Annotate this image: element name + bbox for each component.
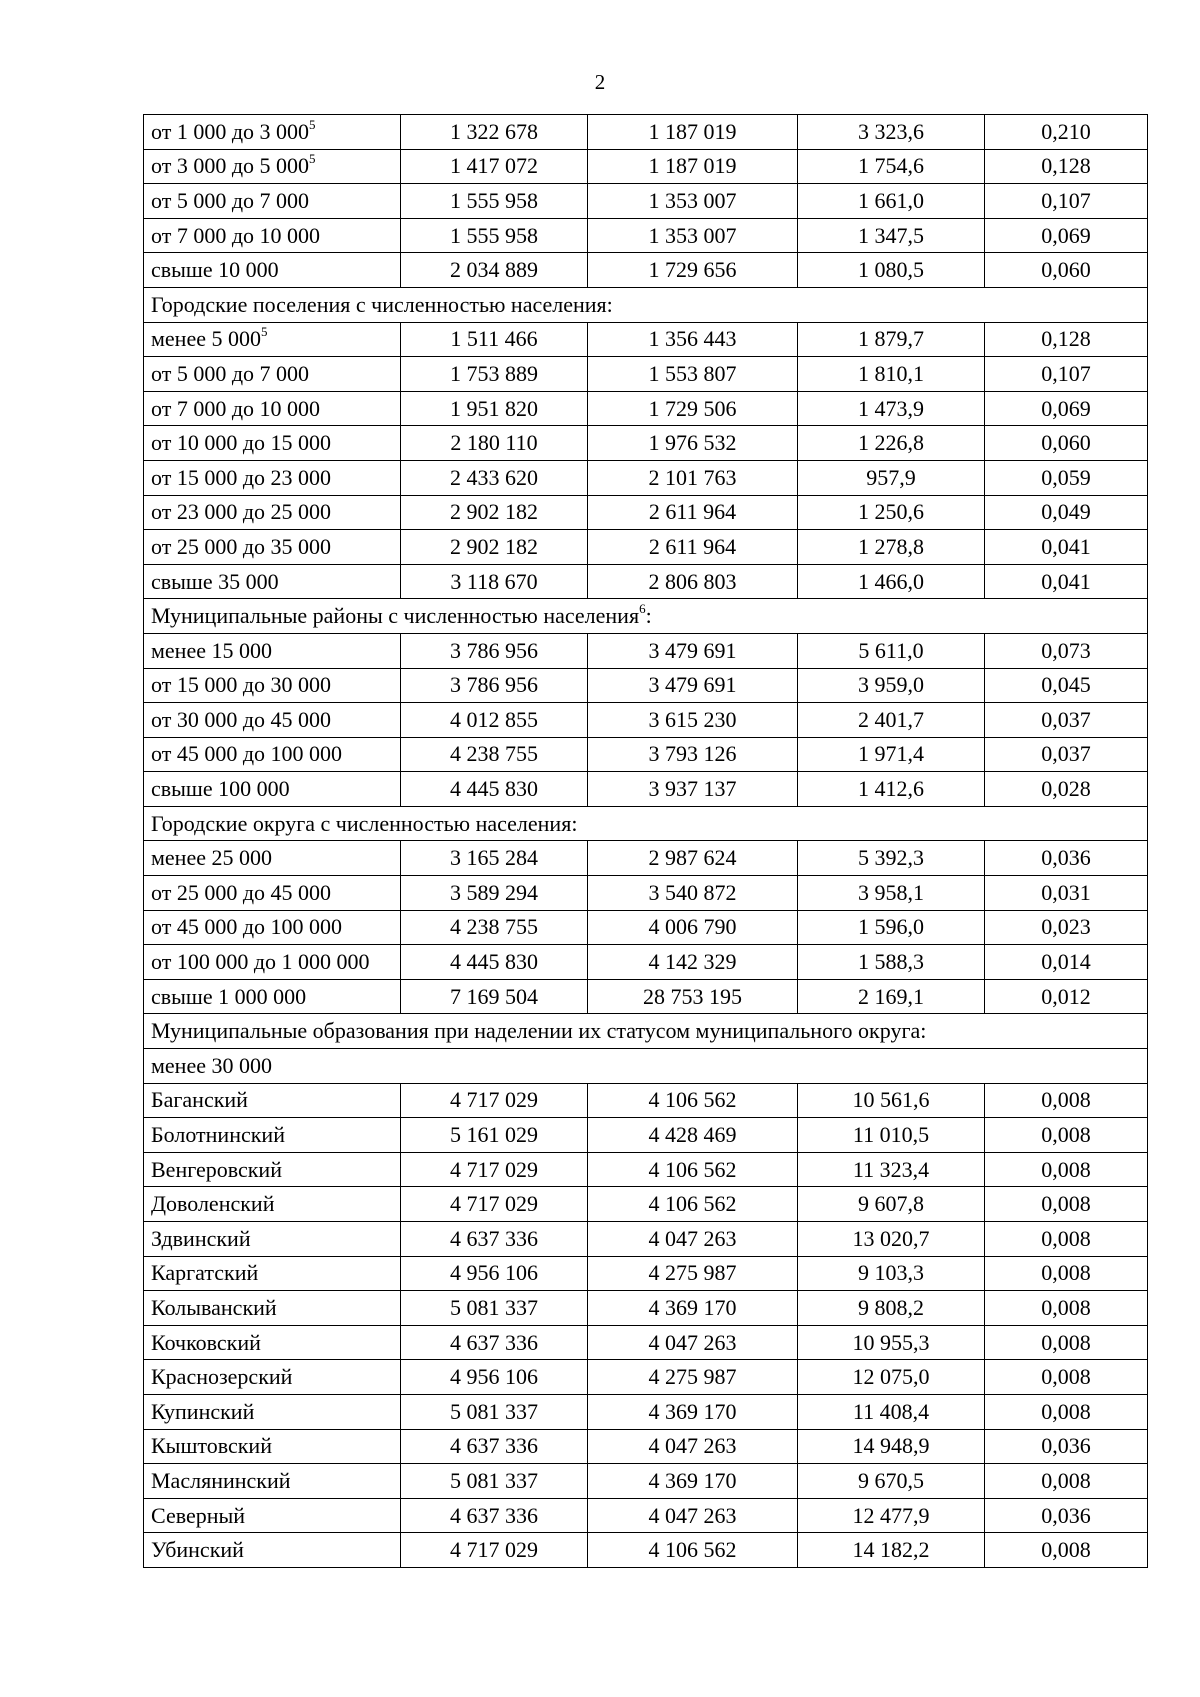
value-cell-col3: 4 047 263 — [588, 1222, 798, 1257]
row-label-cell — [144, 1533, 401, 1568]
value-cell-col3: 2 611 964 — [588, 530, 798, 565]
table-row — [144, 633, 1148, 668]
row-label: от 23 000 до 25 000 — [151, 499, 332, 525]
row-label: менее 25 000 — [151, 845, 272, 871]
row-label: Каргатский — [151, 1260, 259, 1286]
value-cell-col5: 0,012 — [985, 979, 1148, 1014]
section-header — [144, 806, 1148, 841]
value-cell-col3: 4 369 170 — [588, 1291, 798, 1326]
value-cell-col3: 4 006 790 — [588, 910, 798, 945]
value-cell-col4: 3 959,0 — [798, 668, 985, 703]
row-label-cell — [144, 1118, 401, 1153]
table-row — [144, 945, 1148, 980]
value-cell-col5: 0,008 — [985, 1187, 1148, 1222]
value-cell-col2: 1 555 958 — [401, 218, 588, 253]
row-label: Баганский — [151, 1087, 248, 1113]
row-label-cell — [144, 876, 401, 911]
section-header-label: Муниципальные районы с численностью населения — [151, 603, 640, 629]
value-cell-col3: 4 106 562 — [588, 1187, 798, 1222]
value-cell-col5: 0,031 — [985, 876, 1148, 911]
value-cell-col3: 1 356 443 — [588, 322, 798, 357]
value-cell-col5: 0,069 — [985, 218, 1148, 253]
value-cell-col4: 10 955,3 — [798, 1325, 985, 1360]
row-label-cell — [144, 841, 401, 876]
value-cell-col2: 1 555 958 — [401, 184, 588, 219]
value-cell-col5: 0,037 — [985, 703, 1148, 738]
section-header-row — [144, 806, 1148, 841]
value-cell-col2: 2 902 182 — [401, 530, 588, 565]
value-cell-col4: 1 226,8 — [798, 426, 985, 461]
row-label: Болотнинский — [151, 1122, 285, 1148]
table-row — [144, 1429, 1148, 1464]
row-label: Колыванский — [151, 1294, 277, 1320]
value-cell-col5: 0,008 — [985, 1222, 1148, 1257]
value-cell-col4: 3 323,6 — [798, 115, 985, 150]
value-cell-col4: 11 408,4 — [798, 1394, 985, 1429]
value-cell-col2: 4 637 336 — [401, 1429, 588, 1464]
row-label: от 25 000 до 45 000 — [151, 879, 332, 905]
value-cell-col5: 0,008 — [985, 1360, 1148, 1395]
table-row — [144, 1464, 1148, 1499]
table-row — [144, 1533, 1148, 1568]
value-cell-col3: 2 806 803 — [588, 564, 798, 599]
value-cell-col5: 0,128 — [985, 149, 1148, 184]
value-cell-col4: 12 477,9 — [798, 1498, 985, 1533]
value-cell-col2: 3 786 956 — [401, 668, 588, 703]
table-row — [144, 737, 1148, 772]
value-cell-col2: 4 956 106 — [401, 1256, 588, 1291]
row-label-cell — [144, 149, 401, 184]
value-cell-col2: 3 786 956 — [401, 633, 588, 668]
value-cell-col5: 0,107 — [985, 184, 1148, 219]
value-cell-col5: 0,041 — [985, 530, 1148, 565]
value-cell-col4: 2 169,1 — [798, 979, 985, 1014]
row-label-cell — [144, 564, 401, 599]
value-cell-col2: 4 637 336 — [401, 1498, 588, 1533]
table-row — [144, 495, 1148, 530]
value-cell-col3: 4 275 987 — [588, 1256, 798, 1291]
section-header-row — [144, 1049, 1148, 1084]
value-cell-col3: 3 793 126 — [588, 737, 798, 772]
value-cell-col2: 2 902 182 — [401, 495, 588, 530]
value-cell-col3: 3 479 691 — [588, 633, 798, 668]
value-cell-col5: 0,008 — [985, 1325, 1148, 1360]
section-header-label: Муниципальные образования при наделении их статусом муниципального округа: — [151, 1018, 927, 1044]
value-cell-col4: 13 020,7 — [798, 1222, 985, 1257]
row-label: Здвинский — [151, 1225, 251, 1251]
value-cell-col2: 4 717 029 — [401, 1083, 588, 1118]
table-row — [144, 149, 1148, 184]
value-cell-col4: 11 010,5 — [798, 1118, 985, 1153]
value-cell-col2: 4 238 755 — [401, 910, 588, 945]
value-cell-col2: 1 753 889 — [401, 357, 588, 392]
value-cell-col2: 4 717 029 — [401, 1187, 588, 1222]
row-label: от 45 000 до 100 000 — [151, 741, 343, 767]
table-row — [144, 1187, 1148, 1222]
footnote-marker: 5 — [309, 116, 316, 132]
value-cell-col3: 4 369 170 — [588, 1464, 798, 1499]
section-header — [144, 599, 1148, 634]
value-cell-col2: 1 951 820 — [401, 391, 588, 426]
table-row — [144, 772, 1148, 807]
table-row — [144, 1325, 1148, 1360]
row-label-cell — [144, 530, 401, 565]
section-header-row — [144, 287, 1148, 322]
value-cell-col2: 4 012 855 — [401, 703, 588, 738]
value-cell-col4: 1 810,1 — [798, 357, 985, 392]
value-cell-col3: 1 976 532 — [588, 426, 798, 461]
row-label-cell — [144, 322, 401, 357]
value-cell-col3: 1 553 807 — [588, 357, 798, 392]
row-label-cell — [144, 737, 401, 772]
section-header-row — [144, 1014, 1148, 1049]
row-label: свыше 35 000 — [151, 568, 279, 594]
value-cell-col4: 957,9 — [798, 460, 985, 495]
value-cell-col2: 5 161 029 — [401, 1118, 588, 1153]
value-cell-col5: 0,045 — [985, 668, 1148, 703]
value-cell-col4: 1 347,5 — [798, 218, 985, 253]
value-cell-col2: 5 081 337 — [401, 1394, 588, 1429]
value-cell-col5: 0,008 — [985, 1464, 1148, 1499]
value-cell-col2: 2 433 620 — [401, 460, 588, 495]
section-header-suffix: : — [645, 603, 652, 629]
section-header — [144, 1014, 1148, 1049]
value-cell-col3: 1 187 019 — [588, 149, 798, 184]
row-label-cell — [144, 115, 401, 150]
value-cell-col4: 1 596,0 — [798, 910, 985, 945]
value-cell-col4: 9 607,8 — [798, 1187, 985, 1222]
value-cell-col3: 4 142 329 — [588, 945, 798, 980]
value-cell-col5: 0,008 — [985, 1394, 1148, 1429]
value-cell-col4: 1 879,7 — [798, 322, 985, 357]
value-cell-col5: 0,008 — [985, 1533, 1148, 1568]
value-cell-col3: 4 275 987 — [588, 1360, 798, 1395]
table-row — [144, 1498, 1148, 1533]
value-cell-col3: 4 106 562 — [588, 1152, 798, 1187]
row-label-cell — [144, 357, 401, 392]
row-label: от 45 000 до 100 000 — [151, 914, 343, 940]
row-label: от 10 000 до 15 000 — [151, 430, 332, 456]
row-label: от 15 000 до 23 000 — [151, 464, 332, 490]
value-cell-col4: 1 971,4 — [798, 737, 985, 772]
value-cell-col5: 0,008 — [985, 1256, 1148, 1291]
value-cell-col2: 4 637 336 — [401, 1222, 588, 1257]
row-label-cell — [144, 426, 401, 461]
row-label-cell — [144, 1464, 401, 1499]
value-cell-col2: 1 511 466 — [401, 322, 588, 357]
row-label: от 5 000 до 7 000 — [151, 360, 310, 386]
section-header-label: менее 30 000 — [151, 1052, 272, 1078]
value-cell-col4: 11 323,4 — [798, 1152, 985, 1187]
value-cell-col5: 0,008 — [985, 1152, 1148, 1187]
table-row — [144, 184, 1148, 219]
value-cell-col4: 1 412,6 — [798, 772, 985, 807]
table-row — [144, 564, 1148, 599]
value-cell-col4: 2 401,7 — [798, 703, 985, 738]
row-label-cell — [144, 1325, 401, 1360]
value-cell-col5: 0,059 — [985, 460, 1148, 495]
value-cell-col5: 0,069 — [985, 391, 1148, 426]
value-cell-col3: 2 987 624 — [588, 841, 798, 876]
value-cell-col4: 9 103,3 — [798, 1256, 985, 1291]
value-cell-col5: 0,107 — [985, 357, 1148, 392]
table-row — [144, 1256, 1148, 1291]
table-row — [144, 910, 1148, 945]
row-label: менее 5 000 — [151, 326, 261, 352]
table-row — [144, 426, 1148, 461]
value-cell-col3: 4 369 170 — [588, 1394, 798, 1429]
row-label: менее 15 000 — [151, 637, 272, 663]
value-cell-col3: 1 187 019 — [588, 115, 798, 150]
data-table — [143, 114, 1148, 1568]
value-cell-col5: 0,073 — [985, 633, 1148, 668]
value-cell-col3: 28 753 195 — [588, 979, 798, 1014]
row-label: Кочковский — [151, 1329, 261, 1355]
table-row — [144, 1394, 1148, 1429]
table-row — [144, 703, 1148, 738]
value-cell-col4: 1 588,3 — [798, 945, 985, 980]
value-cell-col4: 9 808,2 — [798, 1291, 985, 1326]
row-label: от 3 000 до 5 000 — [151, 153, 310, 179]
value-cell-col4: 1 473,9 — [798, 391, 985, 426]
table-row — [144, 1152, 1148, 1187]
value-cell-col5: 0,028 — [985, 772, 1148, 807]
row-label: от 7 000 до 10 000 — [151, 395, 321, 421]
value-cell-col3: 4 106 562 — [588, 1083, 798, 1118]
row-label-cell — [144, 1256, 401, 1291]
footnote-marker: 6 — [639, 601, 646, 617]
row-label-cell — [144, 391, 401, 426]
value-cell-col4: 14 182,2 — [798, 1533, 985, 1568]
table-row — [144, 357, 1148, 392]
row-label: Северный — [151, 1502, 246, 1528]
row-label-cell — [144, 460, 401, 495]
table-row — [144, 1083, 1148, 1118]
row-label: от 5 000 до 7 000 — [151, 187, 310, 213]
value-cell-col2: 1 322 678 — [401, 115, 588, 150]
value-cell-col5: 0,210 — [985, 115, 1148, 150]
value-cell-col4: 1 080,5 — [798, 253, 985, 288]
value-cell-col4: 5 392,3 — [798, 841, 985, 876]
value-cell-col4: 1 466,0 — [798, 564, 985, 599]
value-cell-col2: 3 118 670 — [401, 564, 588, 599]
row-label: Купинский — [151, 1398, 255, 1424]
row-label-cell — [144, 772, 401, 807]
section-header — [144, 287, 1148, 322]
value-cell-col2: 4 445 830 — [401, 945, 588, 980]
value-cell-col2: 4 238 755 — [401, 737, 588, 772]
row-label: от 100 000 до 1 000 000 — [151, 949, 370, 975]
value-cell-col4: 5 611,0 — [798, 633, 985, 668]
row-label-cell — [144, 668, 401, 703]
section-header-label: Городские поселения с численностью населения: — [151, 291, 613, 317]
value-cell-col2: 4 717 029 — [401, 1533, 588, 1568]
value-cell-col4: 1 250,6 — [798, 495, 985, 530]
value-cell-col3: 4 047 263 — [588, 1429, 798, 1464]
table-row — [144, 253, 1148, 288]
row-label-cell — [144, 253, 401, 288]
value-cell-col5: 0,128 — [985, 322, 1148, 357]
row-label-cell — [144, 184, 401, 219]
value-cell-col2: 4 956 106 — [401, 1360, 588, 1395]
row-label: Маслянинский — [151, 1467, 291, 1493]
row-label-cell — [144, 1498, 401, 1533]
row-label: от 15 000 до 30 000 — [151, 672, 332, 698]
row-label: от 7 000 до 10 000 — [151, 222, 321, 248]
value-cell-col3: 3 937 137 — [588, 772, 798, 807]
value-cell-col5: 0,049 — [985, 495, 1148, 530]
value-cell-col4: 1 661,0 — [798, 184, 985, 219]
table-row — [144, 668, 1148, 703]
value-cell-col3: 2 611 964 — [588, 495, 798, 530]
row-label: свыше 10 000 — [151, 257, 279, 283]
value-cell-col2: 3 589 294 — [401, 876, 588, 911]
value-cell-col5: 0,060 — [985, 253, 1148, 288]
value-cell-col2: 4 717 029 — [401, 1152, 588, 1187]
value-cell-col4: 12 075,0 — [798, 1360, 985, 1395]
row-label: свыше 1 000 000 — [151, 983, 307, 1009]
value-cell-col5: 0,037 — [985, 737, 1148, 772]
value-cell-col2: 4 445 830 — [401, 772, 588, 807]
row-label-cell — [144, 1360, 401, 1395]
row-label-cell — [144, 910, 401, 945]
value-cell-col3: 1 729 656 — [588, 253, 798, 288]
value-cell-col4: 14 948,9 — [798, 1429, 985, 1464]
table-row — [144, 115, 1148, 150]
value-cell-col5: 0,008 — [985, 1118, 1148, 1153]
row-label-cell — [144, 1152, 401, 1187]
row-label-cell — [144, 633, 401, 668]
row-label: свыше 100 000 — [151, 776, 290, 802]
value-cell-col5: 0,008 — [985, 1291, 1148, 1326]
value-cell-col4: 9 670,5 — [798, 1464, 985, 1499]
row-label-cell — [144, 1394, 401, 1429]
value-cell-col4: 1 278,8 — [798, 530, 985, 565]
row-label: от 25 000 до 35 000 — [151, 533, 332, 559]
table-row — [144, 1222, 1148, 1257]
section-header-row — [144, 599, 1148, 634]
row-label-cell — [144, 703, 401, 738]
value-cell-col3: 2 101 763 — [588, 460, 798, 495]
table-row — [144, 530, 1148, 565]
footnote-marker: 5 — [309, 151, 316, 167]
table-row — [144, 1360, 1148, 1395]
value-cell-col3: 3 615 230 — [588, 703, 798, 738]
table-row — [144, 979, 1148, 1014]
footnote-marker: 5 — [261, 324, 268, 340]
value-cell-col5: 0,036 — [985, 1429, 1148, 1464]
section-header-label: Городские округа с численностью населения: — [151, 810, 578, 836]
value-cell-col3: 1 353 007 — [588, 218, 798, 253]
value-cell-col2: 3 165 284 — [401, 841, 588, 876]
row-label: от 30 000 до 45 000 — [151, 706, 332, 732]
row-label-cell — [144, 1291, 401, 1326]
row-label-cell — [144, 1222, 401, 1257]
value-cell-col4: 1 754,6 — [798, 149, 985, 184]
row-label-cell — [144, 1429, 401, 1464]
row-label-cell — [144, 979, 401, 1014]
value-cell-col4: 3 958,1 — [798, 876, 985, 911]
table-row — [144, 841, 1148, 876]
value-cell-col2: 2 034 889 — [401, 253, 588, 288]
row-label: от 1 000 до 3 000 — [151, 118, 310, 144]
value-cell-col3: 4 047 263 — [588, 1498, 798, 1533]
row-label: Кыштовский — [151, 1433, 272, 1459]
value-cell-col2: 4 637 336 — [401, 1325, 588, 1360]
value-cell-col2: 1 417 072 — [401, 149, 588, 184]
row-label-cell — [144, 1083, 401, 1118]
value-cell-col2: 7 169 504 — [401, 979, 588, 1014]
row-label: Доволенский — [151, 1191, 275, 1217]
row-label-cell — [144, 945, 401, 980]
table-row — [144, 460, 1148, 495]
page-number: 2 — [594, 70, 606, 94]
value-cell-col3: 4 047 263 — [588, 1325, 798, 1360]
value-cell-col5: 0,023 — [985, 910, 1148, 945]
value-cell-col5: 0,041 — [985, 564, 1148, 599]
table-row — [144, 1291, 1148, 1326]
value-cell-col5: 0,036 — [985, 1498, 1148, 1533]
value-cell-col5: 0,060 — [985, 426, 1148, 461]
table-row — [144, 391, 1148, 426]
value-cell-col4: 10 561,6 — [798, 1083, 985, 1118]
table-row — [144, 876, 1148, 911]
value-cell-col5: 0,036 — [985, 841, 1148, 876]
value-cell-col5: 0,008 — [985, 1083, 1148, 1118]
row-label: Венгеровский — [151, 1156, 282, 1182]
row-label-cell — [144, 1187, 401, 1222]
table-body — [144, 115, 1148, 1568]
value-cell-col3: 1 729 506 — [588, 391, 798, 426]
value-cell-col2: 5 081 337 — [401, 1464, 588, 1499]
value-cell-col2: 5 081 337 — [401, 1291, 588, 1326]
row-label-cell — [144, 218, 401, 253]
value-cell-col2: 2 180 110 — [401, 426, 588, 461]
value-cell-col3: 1 353 007 — [588, 184, 798, 219]
table-row — [144, 218, 1148, 253]
table-row — [144, 322, 1148, 357]
value-cell-col3: 4 428 469 — [588, 1118, 798, 1153]
row-label: Убинский — [151, 1537, 244, 1563]
value-cell-col3: 4 106 562 — [588, 1533, 798, 1568]
row-label: Краснозерский — [151, 1364, 293, 1390]
section-header — [144, 1049, 1148, 1084]
value-cell-col3: 3 540 872 — [588, 876, 798, 911]
value-cell-col5: 0,014 — [985, 945, 1148, 980]
row-label-cell — [144, 495, 401, 530]
table-row — [144, 1118, 1148, 1153]
value-cell-col3: 3 479 691 — [588, 668, 798, 703]
